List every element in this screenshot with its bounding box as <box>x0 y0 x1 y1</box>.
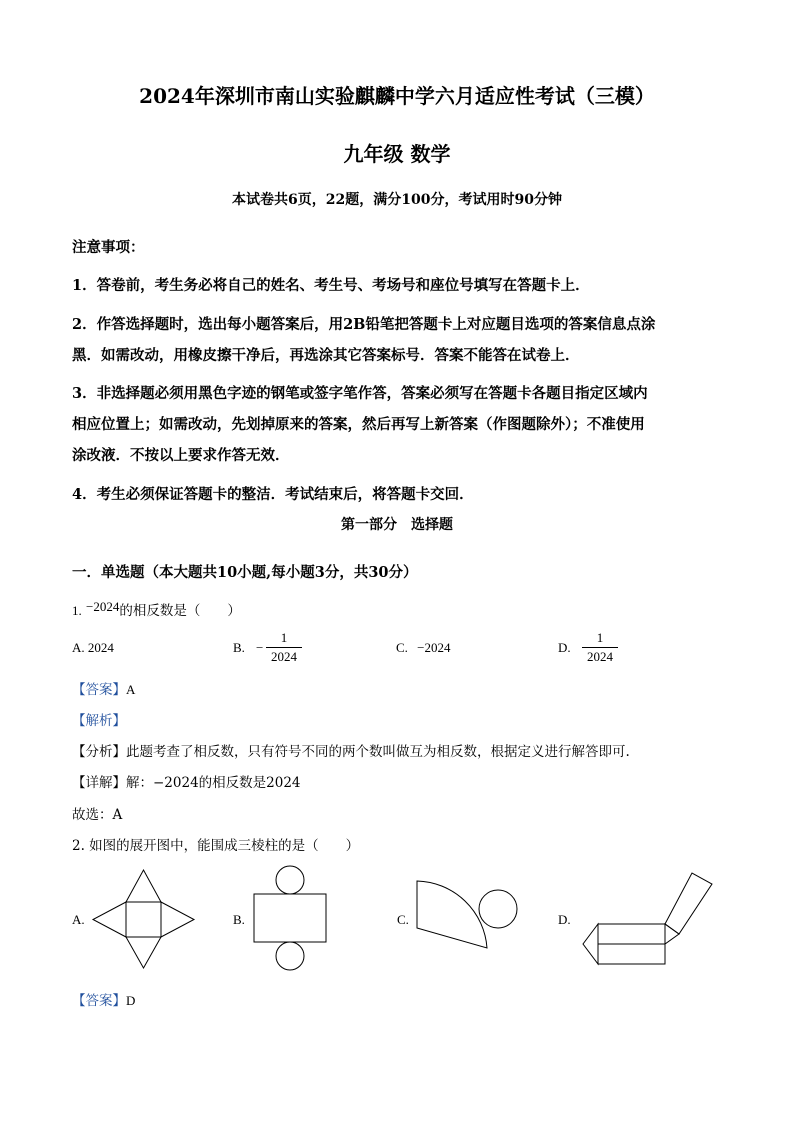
q2-stem: 2. 如图的展开图中，能围成三棱柱的是（ ） <box>72 838 360 854</box>
q1-option-b-sign: − <box>256 640 264 655</box>
detail-tag: 【详解】 <box>72 775 126 791</box>
q1-option-d-label: D. <box>558 640 571 655</box>
q1-option-d-numerator: 1 <box>596 630 604 645</box>
q2-figure-c <box>414 878 520 952</box>
q2-answer-value: D <box>126 993 136 1008</box>
figure-b-circle-bottom <box>276 942 304 970</box>
exam-info: 本试卷共6页，22题，满分100分，考试用时90分钟 <box>232 192 562 208</box>
notes-heading: 注意事项： <box>72 239 145 256</box>
q1-detail <box>72 771 301 791</box>
q1-number: 1. <box>72 603 82 618</box>
answer-tag: 【答案】 <box>72 682 126 698</box>
q1-option-d-denominator: 2024 <box>587 649 613 664</box>
q2-option-b-label: B. <box>233 912 245 927</box>
note-3-line-3: 涂改液．不按以上要求作答无效． <box>72 447 290 464</box>
note-3-line-2: 相应位置上；如需改动，先划掉原来的答案，然后再写上新答案（作图题除外）；不准使用 <box>72 416 645 433</box>
page-subtitle: 九年级 数学 <box>343 142 451 166</box>
figure-b-circle-top <box>276 866 304 894</box>
q2-option-c-label: C. <box>397 912 409 927</box>
q1-option-b-numerator: 1 <box>280 630 288 645</box>
figure-a-square <box>126 902 161 937</box>
q1-stem <box>72 599 241 619</box>
q1-expression: −2024 <box>86 599 120 614</box>
answer-tag: 【答案】 <box>72 993 126 1009</box>
q2-answer <box>72 989 135 1009</box>
note-2-line-2: 黑．如需改动，用橡皮擦干净后，再选涂其它答案标号．答案不能答在试卷上． <box>72 347 580 364</box>
figure-d-triangle-left <box>583 924 598 964</box>
q2-option-a-label: A. <box>72 912 85 927</box>
figure-c-sector <box>417 881 487 948</box>
section-heading: 一．单选题（本大题共10小题,每小题3分，共30分） <box>72 564 418 581</box>
figure-a-triangle-top <box>126 870 161 902</box>
q1-option-b-label: B. <box>233 640 245 655</box>
figure-d-slanted-strip <box>665 873 712 934</box>
q1-analysis-tag <box>72 709 126 729</box>
figure-a-triangle-bottom <box>126 937 161 968</box>
figure-a-triangle-right <box>161 902 194 937</box>
part-heading: 第一部分 选择题 <box>341 517 453 533</box>
analysis-tag: 【解析】 <box>72 713 126 729</box>
q1-answer <box>72 678 135 698</box>
q1-answer-value: A <box>126 682 136 697</box>
q1-option-c <box>396 640 451 656</box>
q1-option-c-value: −2024 <box>417 640 451 655</box>
note-1: 1．答卷前，考生务必将自己的姓名、考生号、考场号和座位号填写在答题卡上． <box>72 277 590 294</box>
figure-d-triangle-right <box>665 924 679 944</box>
q1-option-a <box>72 640 114 656</box>
note-4: 4．考生必须保证答题卡的整洁．考试结束后，将答题卡交回． <box>72 486 474 503</box>
q2-figure-b <box>252 862 328 974</box>
fenxi-tag: 【分析】 <box>72 744 126 760</box>
figure-b-rectangle <box>254 894 326 942</box>
q1-option-c-label: C. <box>396 640 408 655</box>
q1-fenxi <box>72 740 630 760</box>
q1-detail-text: 解：−2024的相反数是2024 <box>126 775 301 791</box>
q1-option-b-fraction <box>266 630 302 665</box>
q1-option-a-label: A. <box>72 640 85 655</box>
figure-a-triangle-left <box>93 902 126 937</box>
note-2-line-1: 2．作答选择题时，选出每小题答案后，用2B铅笔把答题卡上对应题目选项的答案信息点涂 <box>72 316 656 333</box>
q1-option-b-denominator: 2024 <box>271 649 297 664</box>
q1-option-a-value: 2024 <box>87 640 114 655</box>
note-3-line-1: 3．非选择题必须用黑色字迹的钢笔或签字笔作答，答案必须写在答题卡各题目指定区域内 <box>72 385 648 402</box>
q2-figure-d <box>582 872 716 968</box>
q1-option-d-fraction <box>582 630 618 665</box>
figure-c-circle <box>479 890 517 928</box>
q1-choose: 故选：A <box>72 807 123 823</box>
q2-option-d-label: D. <box>558 912 571 927</box>
q2-figure-a <box>92 868 196 970</box>
q1-stem-text: 的相反数是（ ） <box>119 603 241 619</box>
page-title: 2024年深圳市南山实验麒麟中学六月适应性考试（三模） <box>139 84 655 108</box>
q1-fenxi-text: 此题考查了相反数，只有符号不同的两个数叫做互为相反数，根据定义进行解答即可. <box>126 744 630 760</box>
